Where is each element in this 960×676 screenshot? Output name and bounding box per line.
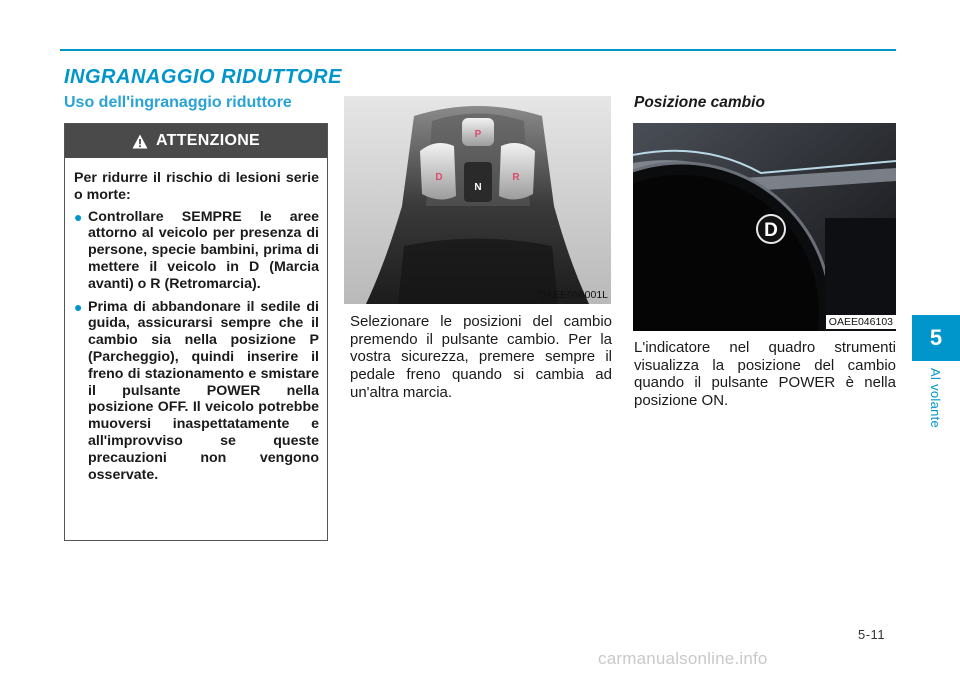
watermark: carmanualsonline.info: [598, 649, 768, 668]
warning-item: [74, 209, 319, 293]
image-code: OAEE046103: [826, 315, 896, 329]
warning-header: [65, 124, 327, 158]
instrument-cluster-image: [633, 123, 896, 331]
bullet-icon: ●: [74, 208, 83, 225]
top-rule: [60, 49, 896, 51]
chapter-label: Al volante: [928, 368, 943, 429]
warning-box: [64, 123, 328, 541]
gear-label-n: N: [474, 182, 482, 193]
warning-item-text: Controllare SEMPRE le aree attorno al veicolo per presenza di persone, specie bambini, prima di mettere il veicolo in D (Marcia avanti) o R (Retromarcia).: [88, 208, 319, 292]
right-subheading: Posizione cambio: [634, 94, 765, 111]
gear-label-r: R: [512, 172, 520, 183]
warning-intro: Per ridurre il rischio di lesioni serie o morte:: [74, 170, 319, 203]
warning-item-text: Prima di abbandonare il sedile di guida, assicurarsi sempre che il cambio sia nella posizione P (Parcheggio), quindi inserire il freno di stazionamento e smistare il pulsante POWER nella posizione OFF. Il veicolo potrebbe muoversi inaspettatamente e all'improvviso se queste precauzioni non vengono osservate.: [88, 298, 319, 483]
gear-indicator: D: [764, 220, 778, 241]
chapter-tab: [912, 315, 960, 361]
warning-body: [65, 158, 327, 497]
warning-title: ATTENZIONE: [155, 132, 261, 149]
bullet-icon: ●: [74, 298, 83, 315]
warning-triangle-icon: [132, 134, 148, 149]
chapter-number: 5: [929, 325, 943, 350]
image-code: OAEE056001L: [537, 289, 608, 301]
middle-paragraph: Selezionare le posizioni del cambio premendo il pulsante cambio. Per la vostra sicurezza, premere sempre il pedale freno quando si cambia ad un'altra marcia.: [350, 313, 612, 401]
subtitle: Uso dell'ingranaggio riduttore: [64, 94, 292, 111]
page-number: 5-11: [858, 627, 886, 642]
right-paragraph: L'indicatore nel quadro strumenti visualizza la posizione del cambio quando il pulsante POWER è nella posizione ON.: [634, 339, 896, 410]
section-title: INGRANAGGIO RIDUTTORE: [64, 66, 342, 88]
gear-selector-image: [344, 96, 611, 304]
warning-item: [74, 299, 319, 484]
gear-label-p: P: [474, 129, 482, 140]
gear-label-d: D: [435, 172, 443, 183]
cluster-illustration: [633, 123, 896, 331]
warning-list: [74, 209, 319, 484]
gear-selector-illustration: [344, 96, 611, 304]
